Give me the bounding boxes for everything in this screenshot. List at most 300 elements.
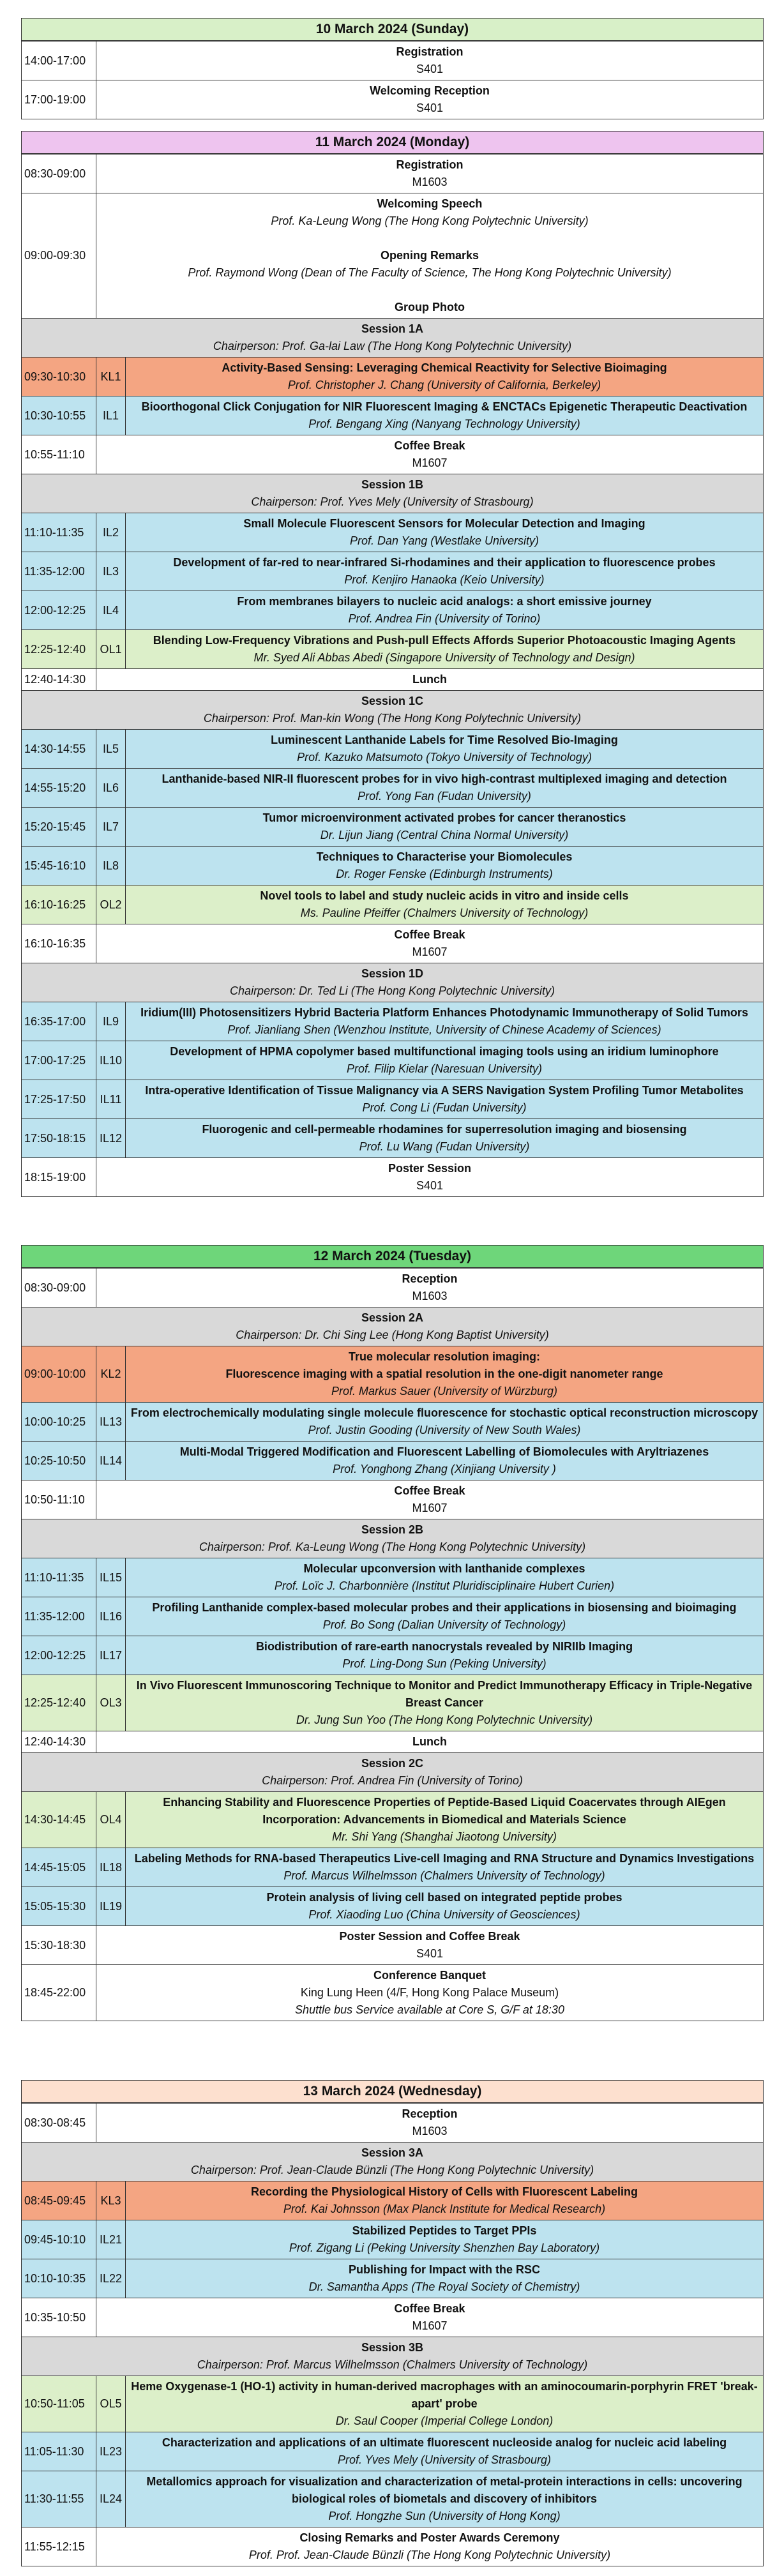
invited-talk-row: [22, 2471, 764, 2527]
keynote-talk-row: [22, 358, 764, 396]
time-cell: 14:55-15:20: [22, 769, 96, 808]
schedule-row: [22, 1965, 764, 2021]
item-title: Session 3A: [361, 2146, 424, 2159]
item-title: Session 1C: [361, 695, 424, 707]
talk-code-cell: IL3: [96, 552, 126, 591]
invited-talk-row: [22, 808, 764, 847]
time-cell: 10:25-10:50: [22, 1442, 96, 1480]
content-cell: [22, 1519, 764, 1558]
content-cell: [96, 669, 764, 691]
time-cell: 09:00-10:00: [22, 1346, 96, 1403]
schedule-row: [22, 1269, 764, 1307]
item-speaker: Prof. Prof. Jean-Claude Bünzli (The Hong Kong Polytechnic University): [248, 2549, 611, 2561]
invited-talk-row: [22, 1002, 764, 1041]
invited-talk-row: [22, 552, 764, 591]
item-title: Publishing for Impact with the RSC: [348, 2263, 540, 2276]
time-cell: 09:45-10:10: [22, 2220, 96, 2259]
item-speaker: Prof. Kazuko Matsumoto (Tokyo University of Technology): [297, 751, 592, 764]
time-cell: 08:30-08:45: [22, 2104, 96, 2143]
schedule-row: [22, 41, 764, 80]
item-speaker: Mr. Shi Yang (Shanghai Jiaotong University): [332, 1830, 557, 1843]
item-speaker: Dr. Roger Fenske (Edinburgh Instruments): [336, 868, 553, 880]
invited-talk-row: [22, 591, 764, 630]
invited-talk-row: [22, 1848, 764, 1887]
session-header-row: [22, 1519, 764, 1558]
invited-talk-row: [22, 1080, 764, 1119]
item-title: Development of HPMA copolymer based multifunctional imaging tools using an iridium luminophore: [170, 1045, 719, 1058]
time-cell: 14:30-14:55: [22, 730, 96, 769]
item-title: Metallomics approach for visualization and characterization of metal-protein interactions in cells: uncovering biological roles of biometals and discovery of inhibitors: [146, 2475, 743, 2505]
invited-talk-row: [22, 1403, 764, 1442]
time-cell: 11:55-12:15: [22, 2527, 96, 2566]
time-cell: 10:50-11:10: [22, 1480, 96, 1519]
invited-talk-row: [22, 1442, 764, 1480]
oral-talk-row: [22, 2376, 764, 2432]
item-title: Heme Oxygenase-1 (HO-1) activity in human-derived macrophages with an aminocoumarin-porphyrin FRET 'break-apart' probe: [131, 2380, 758, 2410]
day-block: [21, 131, 764, 1197]
item-location: M1607: [412, 1502, 448, 1514]
time-cell: 11:30-11:55: [22, 2471, 96, 2527]
invited-talk-row: [22, 396, 764, 435]
time-cell: 17:00-19:00: [22, 80, 96, 119]
time-cell: 16:10-16:35: [22, 924, 96, 963]
content-cell: [126, 630, 764, 669]
item-speaker: Prof. Kai Johnsson (Max Planck Institute for Medical Research): [283, 2203, 606, 2215]
time-cell: 11:10-11:35: [22, 513, 96, 552]
item-title: Techniques to Characterise your Biomolecules: [316, 850, 573, 863]
time-cell: 10:55-11:10: [22, 435, 96, 474]
content-cell: [96, 154, 764, 193]
item-speaker: Prof. Filip Kielar (Naresuan University): [346, 1062, 543, 1075]
time-cell: 11:35-12:00: [22, 1597, 96, 1636]
talk-code-cell: IL2: [96, 513, 126, 552]
item-speaker: Prof. Andrea Fin (University of Torino): [348, 612, 541, 625]
item-title: Session 3B: [361, 2341, 424, 2354]
invited-talk-row: [22, 1636, 764, 1675]
item-title: Welcoming Speech: [377, 197, 483, 210]
schedule-table: [21, 41, 764, 119]
item-location: M1607: [412, 945, 448, 958]
oral-talk-row: [22, 1792, 764, 1848]
schedule-row: [22, 154, 764, 193]
time-cell: 14:00-17:00: [22, 41, 96, 80]
time-cell: 16:35-17:00: [22, 1002, 96, 1041]
talk-code-cell: OL3: [96, 1675, 126, 1731]
item-title: Development of far-red to near-infrared Si-rhodamines and their application to fluorescence probes: [173, 556, 716, 569]
item-title: Novel tools to label and study nucleic acids in vitro and inside cells: [260, 889, 629, 902]
schedule-row: [22, 924, 764, 963]
session-header-row: [22, 691, 764, 730]
time-cell: 10:30-10:55: [22, 396, 96, 435]
talk-code-cell: IL6: [96, 769, 126, 808]
content-cell: [126, 847, 764, 885]
item-title: Registration: [396, 45, 464, 58]
talk-code-cell: IL8: [96, 847, 126, 885]
item-title: Session 2A: [361, 1311, 424, 1324]
content-cell: [126, 769, 764, 808]
item-speaker: Dr. Jung Sun Yoo (The Hong Kong Polytechnic University): [296, 1714, 593, 1726]
item-title: Group Photo: [395, 301, 465, 313]
schedule-table: [21, 2103, 764, 2566]
session-header-row: [22, 1753, 764, 1792]
item-title: Coffee Break: [394, 1484, 465, 1497]
content-cell: [96, 41, 764, 80]
content-cell: [96, 1158, 764, 1197]
time-cell: 17:00-17:25: [22, 1041, 96, 1080]
item-title: Session 1B: [361, 478, 424, 491]
content-cell: [126, 1848, 764, 1887]
talk-code-cell: IL23: [96, 2432, 126, 2471]
content-cell: [126, 885, 764, 924]
item-speaker: Chairperson: Prof. Ga-lai Law (The Hong Kong Polytechnic University): [213, 340, 572, 352]
oral-talk-row: [22, 885, 764, 924]
content-cell: [126, 1636, 764, 1675]
content-cell: [126, 1080, 764, 1119]
item-title: Session 1A: [361, 322, 424, 335]
item-speaker: Dr. Saul Cooper (Imperial College London): [335, 2414, 554, 2427]
content-cell: [96, 1926, 764, 1965]
session-header-row: [22, 2337, 764, 2376]
item-title: From electrochemically modulating single molecule fluorescence for stochastic optical reconstruction microscopy: [130, 1406, 758, 1419]
time-cell: 09:30-10:30: [22, 358, 96, 396]
content-cell: [126, 1442, 764, 1480]
schedule-row: [22, 1926, 764, 1965]
item-title: Multi-Modal Triggered Modification and Fluorescent Labelling of Biomolecules with Aryltriazenes: [179, 1445, 709, 1458]
content-cell: [22, 319, 764, 358]
time-cell: 11:05-11:30: [22, 2432, 96, 2471]
day-title: 10 March 2024 (Sunday): [21, 18, 764, 41]
invited-talk-row: [22, 1041, 764, 1080]
item-speaker: Prof. Cong Li (Fudan University): [362, 1101, 527, 1114]
talk-code-cell: IL5: [96, 730, 126, 769]
talk-code-cell: IL10: [96, 1041, 126, 1080]
item-location: King Lung Heen (4/F, Hong Kong Palace Museum): [300, 1986, 559, 1999]
invited-talk-row: [22, 513, 764, 552]
keynote-talk-row: [22, 2181, 764, 2220]
item-title: Labeling Methods for RNA-based Therapeutics Live-cell Imaging and RNA Structure and Dynamics Investigations: [134, 1852, 755, 1865]
schedule-row: [22, 669, 764, 691]
item-location: M1607: [412, 2319, 448, 2332]
time-cell: 08:45-09:45: [22, 2181, 96, 2220]
item-title: Poster Session and Coffee Break: [339, 1930, 520, 1943]
item-speaker: Chairperson: Dr. Chi Sing Lee (Hong Kong Baptist University): [236, 1329, 549, 1341]
talk-code-cell: OL5: [96, 2376, 126, 2432]
item-title: Coffee Break: [394, 2302, 465, 2315]
talk-code-cell: IL13: [96, 1403, 126, 1442]
content-cell: [126, 1887, 764, 1926]
item-title: Recording the Physiological History of Cells with Fluorescent Labeling: [250, 2185, 638, 2198]
item-speaker: Prof. Markus Sauer (University of Würzburg): [331, 1385, 558, 1397]
day-title: 13 March 2024 (Wednesday): [21, 2080, 764, 2103]
item-title: Enhancing Stability and Fluorescence Properties of Peptide-Based Liquid Coacervates through AIEgen Incorporation: Advancements in Biomedical and Materials Science: [163, 1796, 726, 1826]
item-title: Tumor microenvironment activated probes for cancer theranostics: [262, 811, 626, 824]
talk-code-cell: IL24: [96, 2471, 126, 2527]
content-cell: [22, 691, 764, 730]
item-speaker: Prof. Ling-Dong Sun (Peking University): [342, 1657, 547, 1670]
content-cell: [126, 396, 764, 435]
schedule-row: [22, 2527, 764, 2566]
item-speaker: Mr. Syed Ali Abbas Abedi (Singapore University of Technology and Design): [253, 651, 635, 664]
invited-talk-row: [22, 1887, 764, 1926]
item-speaker: Prof. Yong Fan (Fudan University): [358, 790, 531, 802]
item-speaker: Dr. Samantha Apps (The Royal Society of Chemistry): [308, 2280, 580, 2293]
content-cell: [126, 513, 764, 552]
talk-code-cell: IL22: [96, 2259, 126, 2298]
item-speaker: Chairperson: Dr. Ted Li (The Hong Kong Polytechnic University): [230, 984, 555, 997]
invited-talk-row: [22, 1558, 764, 1597]
session-header-row: [22, 963, 764, 1002]
item-title: Iridium(III) Photosensitizers Hybrid Bacteria Platform Enhances Photodynamic Immunotherapy of Solid Tumors: [140, 1006, 748, 1019]
item-title: Profiling Lanthanide complex-based molecular probes and their applications in biosensing and bioimaging: [152, 1601, 737, 1614]
item-speaker: Prof. Bengang Xing (Nanyang Technology University): [308, 418, 580, 430]
time-cell: 12:00-12:25: [22, 591, 96, 630]
item-location: S401: [416, 63, 444, 75]
talk-code-cell: OL2: [96, 885, 126, 924]
schedule-row: [22, 1158, 764, 1197]
content-cell: [22, 1307, 764, 1346]
item-title: Poster Session: [388, 1162, 472, 1175]
talk-code-cell: OL1: [96, 630, 126, 669]
time-cell: 08:30-09:00: [22, 1269, 96, 1307]
schedule-row: [22, 2298, 764, 2337]
content-cell: [126, 1346, 764, 1403]
item-title: Session 2B: [361, 1523, 424, 1536]
item-speaker: Shuttle bus Service available at Core S, G/F at 18:30: [295, 2003, 564, 2016]
talk-code-cell: IL16: [96, 1597, 126, 1636]
item-speaker: Prof. Yonghong Zhang (Xinjiang University ): [333, 1463, 556, 1475]
time-cell: 15:20-15:45: [22, 808, 96, 847]
oral-talk-row: [22, 630, 764, 669]
content-cell: [96, 1731, 764, 1753]
line-spacer: [99, 282, 760, 299]
item-location: S401: [416, 1947, 444, 1960]
content-cell: [126, 2471, 764, 2527]
content-cell: [126, 591, 764, 630]
time-cell: 15:05-15:30: [22, 1887, 96, 1926]
talk-code-cell: IL21: [96, 2220, 126, 2259]
time-cell: 14:30-14:45: [22, 1792, 96, 1848]
item-speaker: Ms. Pauline Pfeiffer (Chalmers University of Technology): [300, 907, 589, 919]
content-cell: [22, 2143, 764, 2181]
content-cell: [96, 2104, 764, 2143]
item-title: Welcoming Reception: [370, 84, 490, 97]
talk-code-cell: IL4: [96, 591, 126, 630]
time-cell: 11:35-12:00: [22, 552, 96, 591]
session-header-row: [22, 1307, 764, 1346]
content-cell: [126, 1675, 764, 1731]
time-cell: 10:35-10:50: [22, 2298, 96, 2337]
item-location: M1607: [412, 456, 448, 469]
time-cell: 17:25-17:50: [22, 1080, 96, 1119]
item-title: Bioorthogonal Click Conjugation for NIR Fluorescent Imaging & ENCTACs Epigenetic Therapeutic Deactivation: [141, 400, 748, 413]
content-cell: [126, 1002, 764, 1041]
time-cell: 12:25-12:40: [22, 630, 96, 669]
item-title: Fluorogenic and cell-permeable rhodamines for superresolution imaging and biosensing: [202, 1123, 687, 1136]
talk-code-cell: KL3: [96, 2181, 126, 2220]
time-cell: 14:45-15:05: [22, 1848, 96, 1887]
item-speaker: Chairperson: Prof. Ka-Leung Wong (The Hong Kong Polytechnic University): [199, 1540, 586, 1553]
item-title: Coffee Break: [394, 928, 465, 941]
time-cell: 17:50-18:15: [22, 1119, 96, 1158]
invited-talk-row: [22, 2432, 764, 2471]
item-location: S401: [416, 1179, 444, 1192]
item-speaker: Chairperson: Prof. Andrea Fin (University of Torino): [262, 1774, 523, 1787]
talk-code-cell: KL2: [96, 1346, 126, 1403]
time-cell: 12:00-12:25: [22, 1636, 96, 1675]
item-speaker: Prof. Ka-Leung Wong (The Hong Kong Polytechnic University): [271, 215, 589, 227]
talk-code-cell: IL11: [96, 1080, 126, 1119]
schedule-row: [22, 1480, 764, 1519]
item-speaker: Prof. Yves Mely (University of Strasbourg): [337, 2453, 552, 2466]
content-cell: [96, 2527, 764, 2566]
schedule-row: [22, 435, 764, 474]
item-speaker: Chairperson: Prof. Jean-Claude Bünzli (The Hong Kong Polytechnic University): [190, 2164, 594, 2176]
item-title: Session 1D: [361, 967, 424, 980]
item-title: True molecular resolution imaging:: [348, 1350, 541, 1363]
item-speaker: Chairperson: Prof. Marcus Wilhelmsson (Chalmers University of Technology): [197, 2358, 588, 2371]
item-title: Reception: [402, 2107, 458, 2120]
item-title: From membranes bilayers to nucleic acid analogs: a short emissive journey: [237, 595, 652, 608]
item-speaker: Prof. Loïc J. Charbonnière (Institut Pluridisciplinaire Hubert Curien): [274, 1579, 615, 1592]
day-title: 12 March 2024 (Tuesday): [21, 1245, 764, 1268]
item-location: M1603: [412, 2125, 448, 2137]
invited-talk-row: [22, 2259, 764, 2298]
day-block: [21, 1245, 764, 2021]
content-cell: [96, 924, 764, 963]
item-title: Session 2C: [361, 1757, 424, 1770]
item-speaker: Prof. Christopher J. Chang (University of California, Berkeley): [287, 379, 601, 391]
content-cell: [126, 2376, 764, 2432]
content-cell: [96, 193, 764, 319]
item-speaker: Chairperson: Prof. Yves Mely (University of Strasbourg): [251, 495, 534, 508]
talk-code-cell: OL4: [96, 1792, 126, 1848]
talk-code-cell: KL1: [96, 358, 126, 396]
talk-code-cell: IL1: [96, 396, 126, 435]
line-spacer: [99, 230, 760, 247]
content-cell: [96, 2298, 764, 2337]
item-title: Biodistribution of rare-earth nanocrystals revealed by NIRIIb Imaging: [255, 1640, 633, 1653]
content-cell: [96, 1965, 764, 2021]
day-block: [21, 18, 764, 119]
item-speaker: Prof. Marcus Wilhelmsson (Chalmers University of Technology): [283, 1869, 605, 1882]
item-title: Luminescent Lanthanide Labels for Time Resolved Bio-Imaging: [271, 734, 618, 746]
item-title: Molecular upconversion with lanthanide complexes: [303, 1562, 585, 1575]
talk-code-cell: IL19: [96, 1887, 126, 1926]
item-speaker: Prof. Kenjiro Hanaoka (Keio University): [344, 573, 545, 586]
talk-code-cell: IL12: [96, 1119, 126, 1158]
session-header-row: [22, 319, 764, 358]
day-title: 11 March 2024 (Monday): [21, 131, 764, 154]
talk-code-cell: IL15: [96, 1558, 126, 1597]
oral-talk-row: [22, 1675, 764, 1731]
item-title: Lunch: [412, 673, 447, 686]
talk-code-cell: IL7: [96, 808, 126, 847]
content-cell: [126, 1597, 764, 1636]
content-cell: [126, 1119, 764, 1158]
content-cell: [96, 1480, 764, 1519]
invited-talk-row: [22, 1119, 764, 1158]
invited-talk-row: [22, 769, 764, 808]
content-cell: [96, 80, 764, 119]
item-speaker: Prof. Hongzhe Sun (University of Hong Kong): [328, 2510, 561, 2522]
content-cell: [96, 435, 764, 474]
item-title: Opening Remarks: [380, 249, 479, 262]
item-speaker: Prof. Raymond Wong (Dean of The Faculty of Science, The Hong Kong Polytechnic University): [188, 266, 672, 279]
schedule-row: [22, 80, 764, 119]
schedule-table: [21, 1268, 764, 2021]
time-cell: 08:30-09:00: [22, 154, 96, 193]
item-title: Coffee Break: [394, 439, 465, 452]
content-cell: [22, 474, 764, 513]
item-speaker: Prof. Bo Song (Dalian University of Technology): [322, 1618, 566, 1631]
item-location: M1603: [412, 1290, 448, 1302]
item-speaker: Prof. Xiaoding Luo (China University of Geosciences): [308, 1908, 580, 1921]
content-cell: [22, 1753, 764, 1792]
invited-talk-row: [22, 847, 764, 885]
day-block: [21, 2080, 764, 2566]
content-cell: [126, 1041, 764, 1080]
item-speaker: Prof. Justin Gooding (University of New South Wales): [308, 1424, 581, 1436]
time-cell: 15:45-16:10: [22, 847, 96, 885]
item-title: Registration: [396, 158, 464, 171]
content-cell: [126, 2259, 764, 2298]
item-title: Characterization and applications of an ultimate fluorescent nucleoside analog for nucleic acid labeling: [162, 2436, 727, 2449]
item-title: Lunch: [412, 1735, 447, 1748]
item-speaker: Prof. Dan Yang (Westlake University): [349, 534, 539, 547]
schedule-table: [21, 154, 764, 1197]
content-cell: [96, 1269, 764, 1307]
item-title: Activity-Based Sensing: Leveraging Chemical Reactivity for Selective Bioimaging: [222, 361, 667, 374]
content-cell: [126, 1792, 764, 1848]
content-cell: [126, 552, 764, 591]
talk-code-cell: IL17: [96, 1636, 126, 1675]
item-title: Protein analysis of living cell based on integrated peptide probes: [266, 1891, 622, 1904]
schedule-row: [22, 193, 764, 319]
invited-talk-row: [22, 1597, 764, 1636]
content-cell: [126, 808, 764, 847]
item-speaker: Prof. Lu Wang (Fudan University): [359, 1140, 530, 1153]
content-cell: [22, 963, 764, 1002]
item-location: M1603: [412, 176, 448, 188]
talk-code-cell: IL18: [96, 1848, 126, 1887]
item-title: Conference Banquet: [373, 1969, 486, 1982]
time-cell: 18:45-22:00: [22, 1965, 96, 2021]
session-header-row: [22, 2143, 764, 2181]
time-cell: 16:10-16:25: [22, 885, 96, 924]
time-cell: 15:30-18:30: [22, 1926, 96, 1965]
item-location: S401: [416, 102, 444, 114]
content-cell: [126, 2220, 764, 2259]
item-title: Intra-operative Identification of Tissue Malignancy via A SERS Navigation System Profiling Tumor Metabolites: [145, 1084, 744, 1097]
schedule-row: [22, 1731, 764, 1753]
content-cell: [126, 730, 764, 769]
item-title: Blending Low-Frequency Vibrations and Push-pull Effects Affords Superior Photoacoustic Imaging Agents: [153, 634, 736, 647]
item-title: Reception: [402, 1272, 458, 1285]
item-title: Lanthanide-based NIR-II fluorescent probes for in vivo high-contrast multiplexed imaging and detection: [162, 772, 727, 785]
content-cell: [126, 358, 764, 396]
invited-talk-row: [22, 2220, 764, 2259]
keynote-talk-row: [22, 1346, 764, 1403]
item-title: Stabilized Peptides to Target PPIs: [352, 2224, 537, 2237]
time-cell: 10:10-10:35: [22, 2259, 96, 2298]
time-cell: 18:15-19:00: [22, 1158, 96, 1197]
content-cell: [22, 2337, 764, 2376]
content-cell: [126, 1403, 764, 1442]
content-cell: [126, 2432, 764, 2471]
schedule-row: [22, 2104, 764, 2143]
content-cell: [126, 1558, 764, 1597]
talk-code-cell: IL9: [96, 1002, 126, 1041]
